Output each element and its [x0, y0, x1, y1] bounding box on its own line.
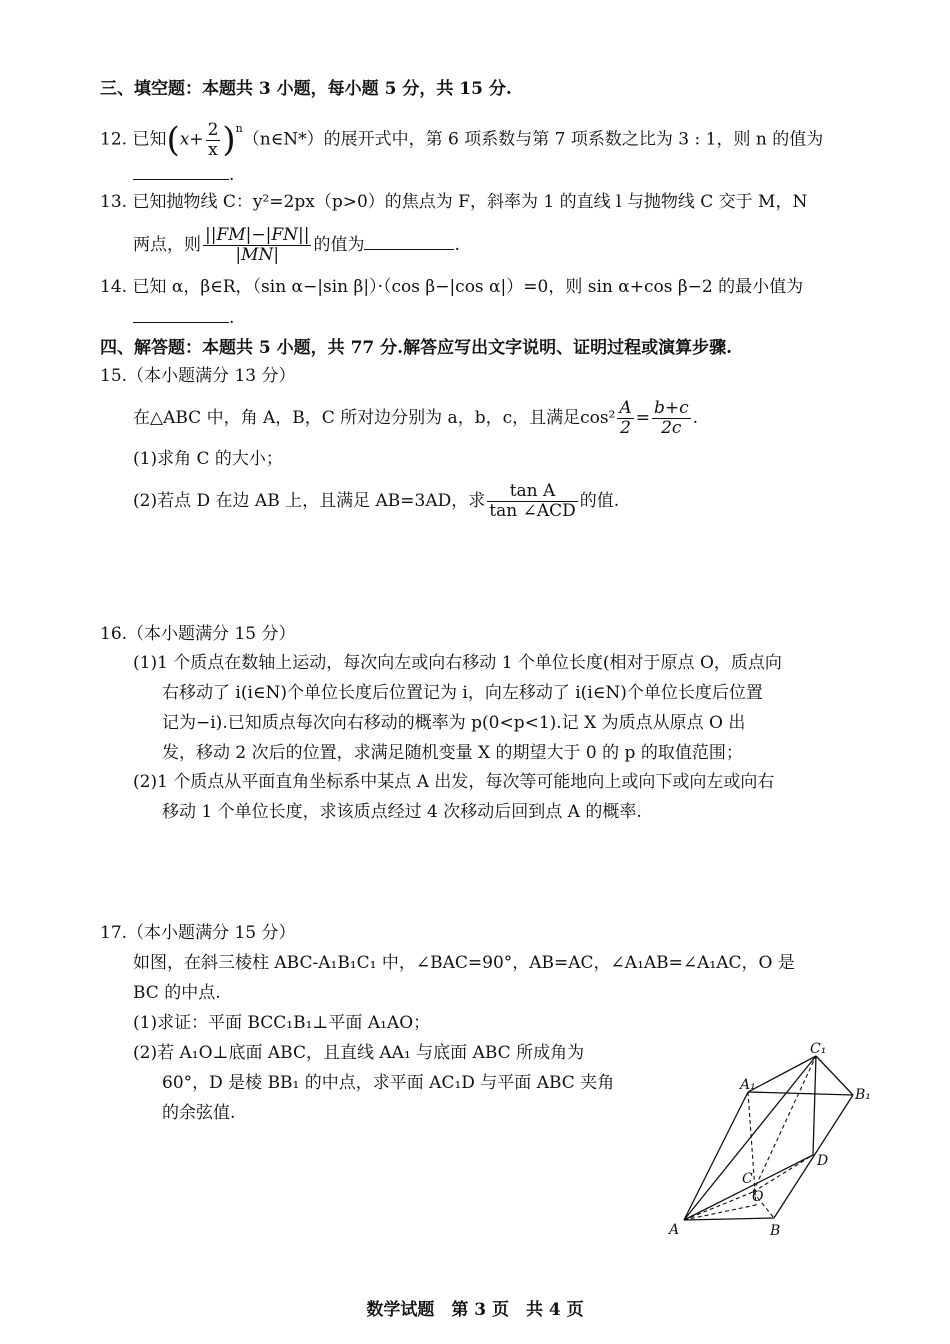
q15-p2-num: tan A	[487, 482, 577, 502]
q17-part-2a: (2)若 A₁O⊥底面 ABC，且直线 AA₁ 与底面 ABC 所成角为	[133, 1043, 585, 1063]
edge-a-c	[684, 1192, 753, 1220]
label-c: C	[742, 1171, 753, 1187]
edge-a1-c1	[748, 1056, 816, 1092]
section-3-heading: 三、填空题：本题共 3 小题，每小题 5 分，共 15 分.	[100, 79, 512, 99]
q15-p2-fraction	[487, 482, 577, 521]
question-12	[100, 112, 824, 161]
q15-part-1: (1)求角 C 的大小；	[133, 449, 283, 469]
q17-heading: 17.（本小题满分 15 分）	[100, 923, 296, 943]
edge-c-d	[753, 1155, 813, 1192]
q15-stem-end: .	[692, 408, 698, 428]
q14-end: .	[229, 308, 235, 328]
q15-f1-den: 2	[620, 418, 631, 438]
q13-line1: 已知抛物线 C：y²=2px（p>0）的焦点为 F，斜率为 1 的直线 l 与抛物线 C 交于 M，N	[132, 192, 808, 212]
q13-fraction	[203, 226, 311, 265]
q12-left-paren: (	[166, 120, 180, 161]
q15-p2-den: tan ∠ACD	[489, 501, 576, 521]
q15-eq: =	[635, 408, 650, 428]
label-a1: A₁	[740, 1077, 756, 1093]
question-14	[100, 275, 803, 299]
q13-answer-blank[interactable]	[364, 233, 454, 250]
q17-part-2c: 的余弦值.	[162, 1103, 236, 1123]
q14-answer-blank[interactable]	[133, 306, 229, 323]
q12-frac-num: 2	[207, 119, 219, 140]
q15-fraction-b	[652, 399, 691, 438]
q13-frac-den: |MN|	[235, 245, 280, 265]
q13-line2	[133, 224, 460, 266]
q17-part-1: (1)求证：平面 BCC₁B₁⊥平面 A₁AO；	[133, 1013, 431, 1033]
q17-line-2: BC 的中点.	[133, 983, 221, 1003]
label-b1: B₁	[855, 1087, 871, 1103]
q15-p2-pre: (2)若点 D 在边 AB 上，且满足 AB=3AD，求	[133, 491, 486, 511]
q15-f2-den: 2c	[661, 418, 682, 438]
q12-answer-blank[interactable]	[133, 163, 229, 180]
q16-line-2: 右移动了 i(i∈N)个单位长度后位置记为 i，向左移动了 i(i∈N)个单位长度后位置	[162, 683, 763, 703]
q13-number: 13.	[100, 192, 128, 212]
prism-solid-edges	[684, 1056, 853, 1220]
prism-figure	[660, 1035, 890, 1245]
q15-fraction-a	[617, 399, 633, 438]
q15-f1-num: A	[619, 398, 632, 418]
q12-answer-line	[133, 163, 234, 187]
q15-stem	[133, 395, 698, 441]
label-c1: C₁	[810, 1041, 827, 1057]
q12-right-paren: )	[222, 120, 236, 161]
edge-c1-b1	[816, 1056, 853, 1095]
q15-p2-post: 的值.	[579, 491, 620, 511]
q16-line-6: 移动 1 个单位长度，求该质点经过 4 次移动后回到点 A 的概率.	[162, 802, 642, 822]
q13-post: 的值为	[313, 235, 365, 255]
q15-stem-pre: 在△ABC 中，角 A，B，C 所对边分别为 a，b，c，且满足cos²	[133, 408, 616, 428]
section-4-heading: 四、解答题：本题共 5 小题，共 77 分.解答应写出文字说明、证明过程或演算步骤.	[100, 338, 732, 358]
q12-number: 12.	[100, 129, 128, 150]
q16-line-3: 记为−i).已知质点每次向右移动的概率为 p(0<p<1).记 X 为质点从原点 O 出	[162, 713, 746, 733]
q12-end: .	[229, 165, 235, 185]
q16-line-1: (1)1 个质点在数轴上运动，每次向左或向右移动 1 个单位长度(相对于原点 O，质点向	[133, 653, 782, 673]
q12-fraction	[206, 121, 221, 160]
q14-line1: 已知 α，β∈R，（sin α−|sin β|）·（cos β−|cos α|）=0，则 sin α+cos β−2 的最小值为	[132, 277, 804, 297]
q12-exponent: n	[235, 122, 243, 135]
label-d: D	[817, 1153, 829, 1169]
q12-x: x+	[179, 129, 204, 150]
q13-frac-num: ||FM|−|FN||	[205, 225, 310, 245]
label-a: A	[669, 1222, 680, 1238]
q16-heading: 16.（本小题满分 15 分）	[100, 624, 296, 644]
q12-condition: （n∈N*）的展开式中，第 6 项系数与第 7 项系数之比为 3 : 1，则 n 的值为	[242, 129, 824, 150]
edge-a1-b1	[748, 1092, 853, 1095]
q13-end: .	[454, 235, 460, 255]
q15-heading: 15.（本小题满分 13 分）	[100, 366, 296, 386]
q13-pre: 两点，则	[133, 235, 201, 255]
label-b: B	[770, 1223, 781, 1239]
q17-line-1: 如图，在斜三棱柱 ABC-A₁B₁C₁ 中，∠BAC=90°，AB=AC，∠A₁AB=∠A₁AC，O 是	[133, 953, 795, 973]
q12-pre: 已知	[132, 129, 167, 150]
q12-frac-den: x	[208, 139, 218, 160]
page-footer: 数学试题 第 3 页 共 4 页	[366, 1300, 584, 1320]
question-13	[100, 190, 807, 214]
edge-c1-d	[813, 1056, 816, 1155]
edge-a-b	[684, 1218, 774, 1220]
q16-line-5: (2)1 个质点从平面直角坐标系中某点 A 出发，每次等可能地向上或向下或向左或向右	[133, 772, 775, 792]
q17-part-2b: 60°，D 是棱 BB₁ 的中点，求平面 AC₁D 与平面 ABC 夹角	[162, 1073, 615, 1093]
edge-b1-b	[774, 1095, 853, 1218]
edge-a-a1	[684, 1092, 748, 1220]
label-o: O	[752, 1189, 764, 1205]
q14-answer-line	[133, 306, 234, 330]
edge-c-c1	[753, 1056, 816, 1192]
q16-line-4: 发，移动 2 次后的位置，求满足随机变量 X 的期望大于 0 的 p 的取值范围；	[162, 743, 743, 763]
q15-f2-num: b+c	[653, 398, 689, 418]
q15-part-2	[133, 480, 619, 522]
q14-number: 14.	[100, 277, 128, 297]
